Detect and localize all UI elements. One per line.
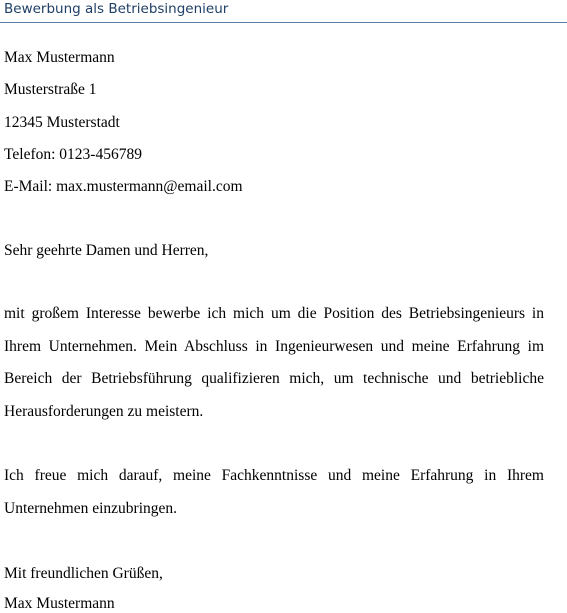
sender-city: 12345 Musterstadt [4,114,120,131]
document-title: Bewerbung als Betriebsingenieur [4,1,229,17]
closing-greeting: Mit freundlichen Grüßen, [4,565,163,582]
sender-phone: Telefon: 0123-456789 [4,146,142,163]
document-header [0,0,567,23]
sender-email: E-Mail: max.mustermann@email.com [4,178,243,195]
paragraph-motivation: mit großem Interesse bewerbe ich mich um die Position des Betriebsingenieurs in Ihrem Unternehmen. Mein Abschluss in Ingenieurwesen und meine Erfahrung im Bereich der Betriebsführung qualifizieren mich, um technische und betriebliche Herausforderungen zu meistern. [4,305,544,420]
salutation: Sehr geehrte Damen und Herren, [4,242,209,259]
paragraph-closing-statement: Ich freue mich darauf, meine Fachkenntnisse und meine Erfahrung in Ihrem Unternehmen einzubringen. [4,467,544,517]
signature-name: Max Mustermann [4,595,115,612]
sender-street: Musterstraße 1 [4,81,97,98]
sender-name: Max Mustermann [4,49,115,66]
